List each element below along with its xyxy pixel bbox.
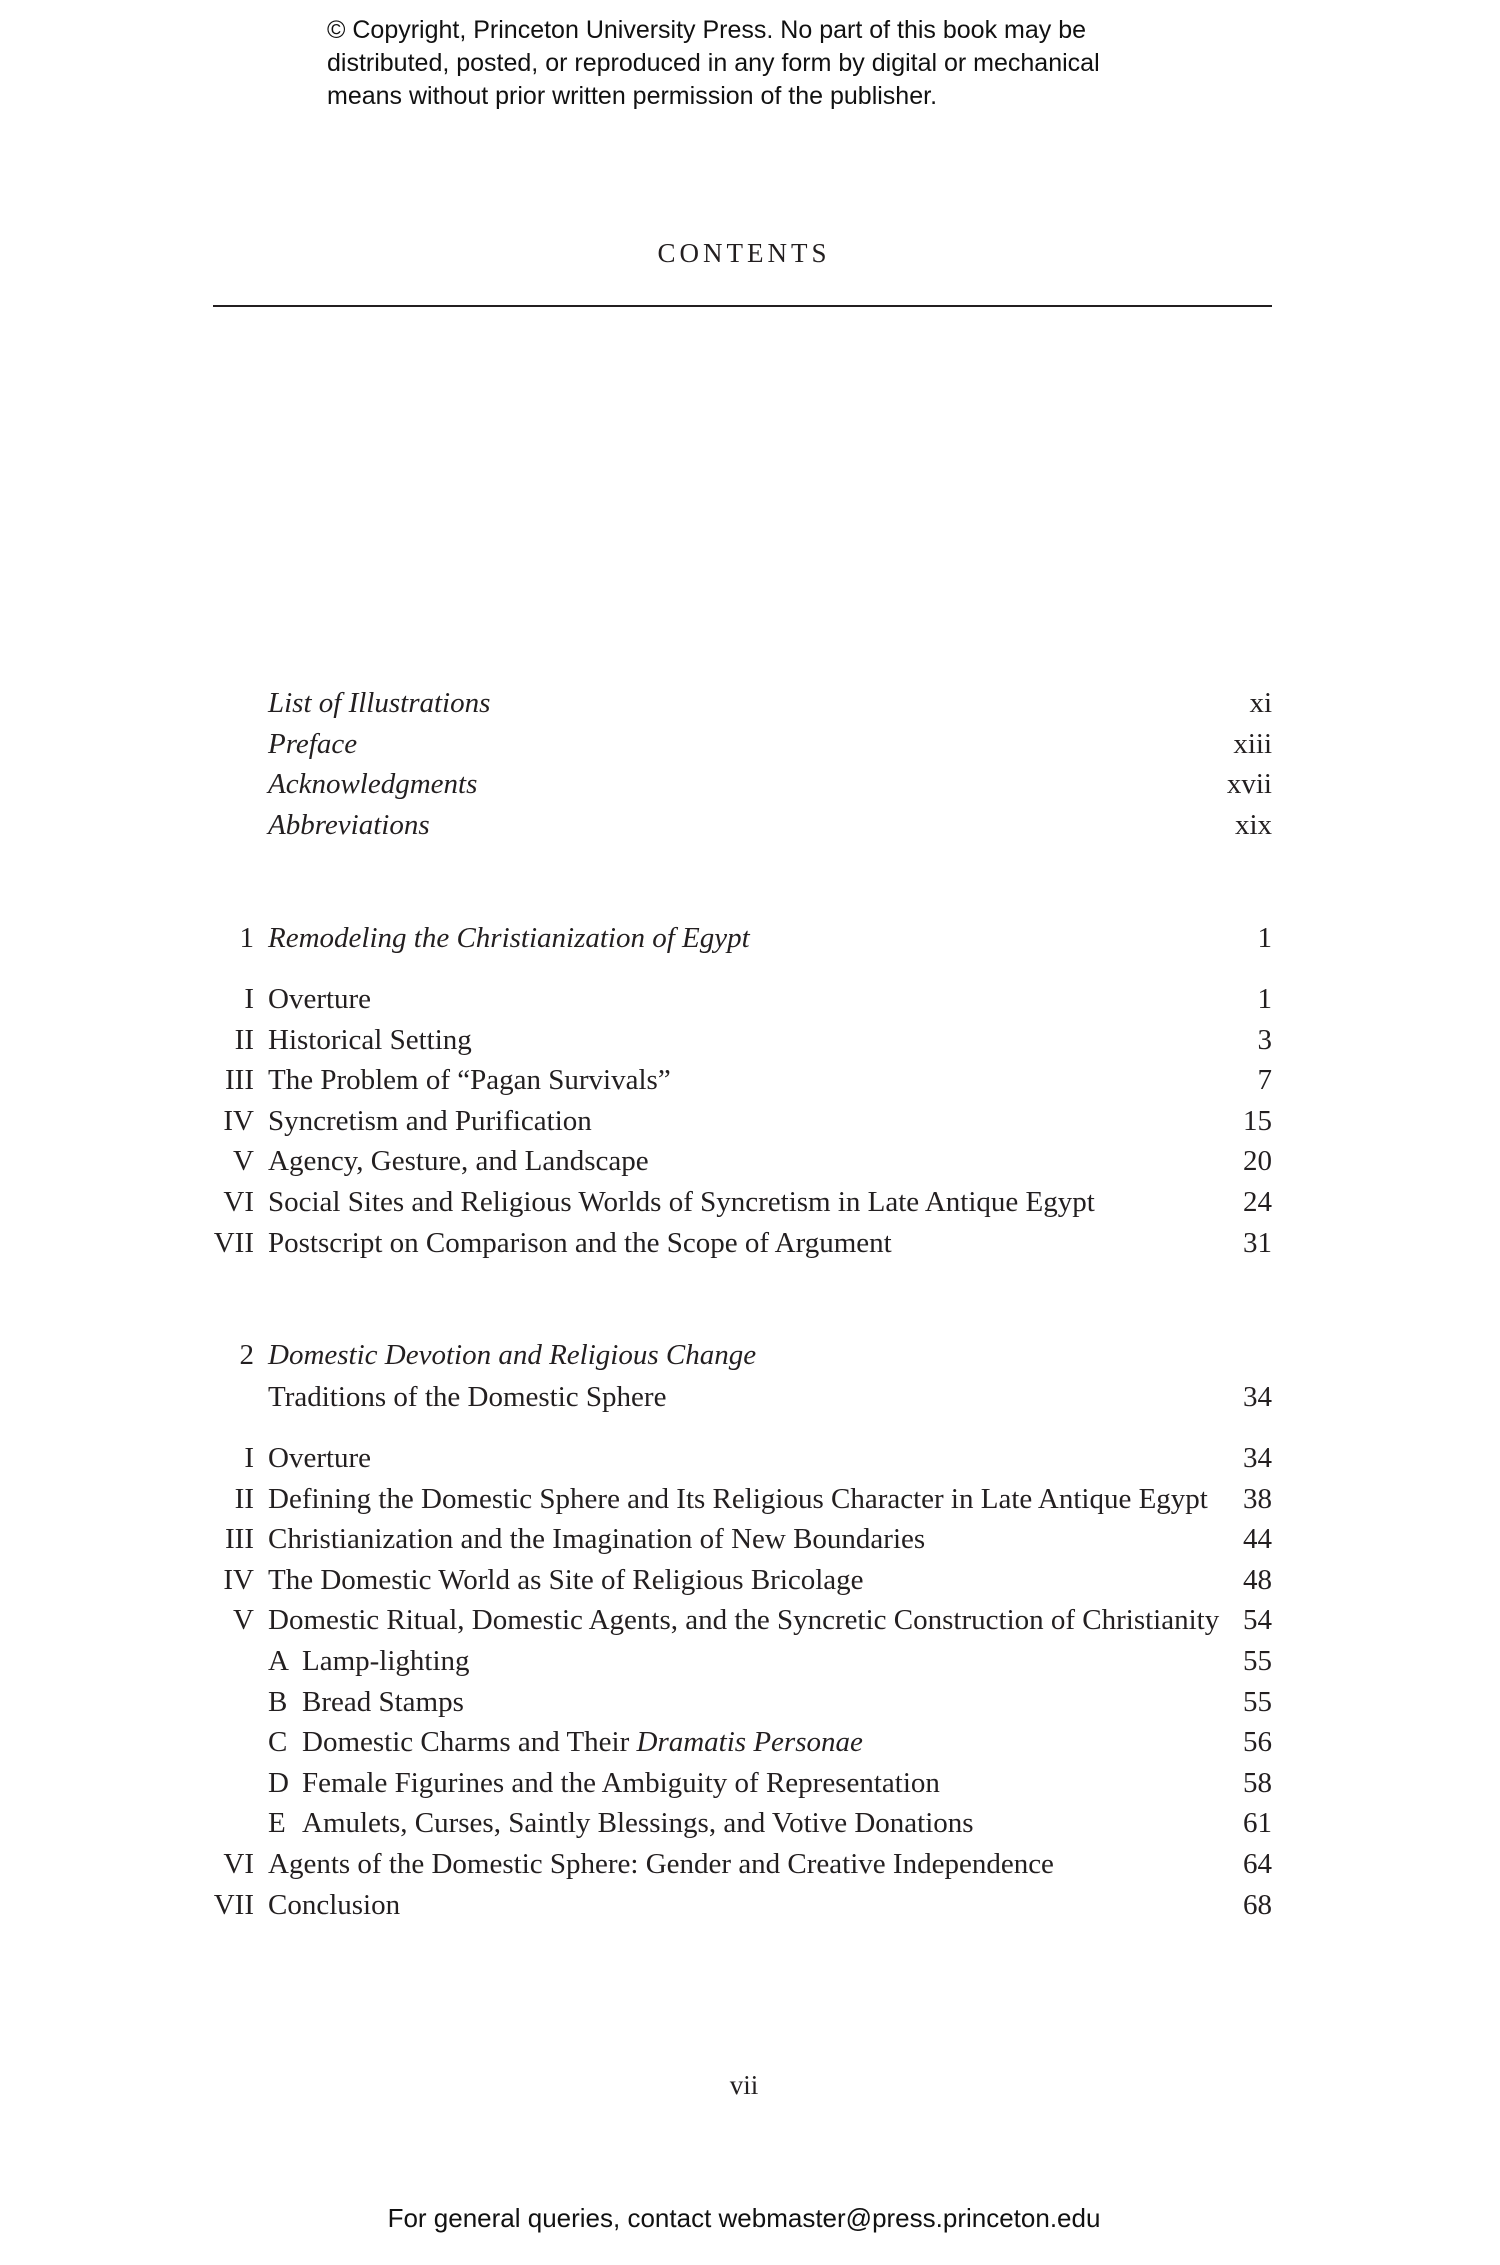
entry-number: D: [268, 1766, 289, 1799]
entry-number: E: [268, 1807, 286, 1840]
subsection-entry[interactable]: [200, 1803, 1272, 1843]
section-entry[interactable]: [200, 1519, 1272, 1559]
subsection-entry[interactable]: [200, 1641, 1272, 1681]
entry-page: 34: [1243, 1442, 1272, 1474]
entry-page: 7: [1257, 1064, 1272, 1097]
entry-number: VII: [213, 1888, 254, 1921]
section-entry[interactable]: [200, 1560, 1272, 1600]
entry-number: A: [268, 1645, 289, 1677]
entry-page: 61: [1243, 1807, 1272, 1840]
entry-title: List of Illustrations: [268, 687, 491, 719]
entry-page: 44: [1243, 1523, 1272, 1556]
copyright-line: © Copyright, Princeton University Press. No part of this book may be: [327, 16, 1087, 44]
entry-page: 64: [1243, 1848, 1272, 1880]
copyright-line: means without prior written permission of the publisher.: [327, 82, 938, 110]
entry-number: III: [225, 1064, 254, 1097]
entry-title: Overture: [268, 1442, 372, 1474]
entry-page: 34: [1243, 1381, 1272, 1413]
section-entry[interactable]: [200, 1600, 1272, 1640]
entry-page: 56: [1243, 1726, 1272, 1759]
entry-title: The Problem of “Pagan Survivals”: [268, 1064, 671, 1097]
entry-title: Preface: [268, 727, 358, 760]
section-entry[interactable]: [200, 1223, 1272, 1263]
entry-page: 58: [1243, 1766, 1272, 1799]
entry-number: V: [233, 1145, 254, 1178]
entry-title: Overture: [268, 983, 372, 1015]
section-entry[interactable]: [200, 1060, 1272, 1100]
entry-title: Traditions of the Domestic Sphere: [268, 1381, 667, 1413]
entry-title: Remodeling the Christianization of Egypt: [268, 922, 750, 954]
entry-number: I: [244, 1442, 254, 1474]
front-matter-entry[interactable]: [200, 683, 1272, 723]
entry-page: 1: [1257, 983, 1272, 1015]
entry-title: The Domestic World as Site of Religious Bricolage: [268, 1563, 864, 1596]
subsection-entry[interactable]: [200, 1682, 1272, 1722]
entry-number: C: [268, 1726, 288, 1759]
entry-number: II: [234, 1023, 254, 1056]
entry-page: 55: [1243, 1685, 1272, 1718]
entry-page: 38: [1243, 1482, 1272, 1515]
entry-title: Domestic Devotion and Religious Change: [268, 1339, 757, 1371]
entry-title: Agents of the Domestic Sphere: Gender and Creative Independence: [268, 1848, 1054, 1880]
section-entry[interactable]: [200, 1020, 1272, 1060]
title-rule: [213, 305, 1272, 307]
entry-title: Syncretism and Purification: [268, 1104, 592, 1137]
entry-title: Conclusion: [268, 1888, 401, 1921]
chapter-entry[interactable]: [200, 1335, 1272, 1375]
front-matter-entry[interactable]: [200, 805, 1272, 845]
section-entry[interactable]: [200, 1479, 1272, 1519]
entry-number: I: [244, 983, 254, 1015]
entry-title: Agency, Gesture, and Landscape: [268, 1145, 649, 1178]
section-entry[interactable]: [200, 1101, 1272, 1141]
entry-title: Historical Setting: [268, 1023, 472, 1056]
page-number: vii: [729, 2070, 759, 2100]
entry-number: VI: [223, 1186, 254, 1218]
entry-title: Postscript on Comparison and the Scope of Argument: [268, 1226, 892, 1259]
entry-title: Social Sites and Religious Worlds of Syncretism in Late Antique Egypt: [268, 1186, 1095, 1218]
entry-number: B: [268, 1685, 288, 1718]
entry-number: III: [225, 1523, 254, 1556]
entry-number: V: [233, 1604, 254, 1637]
entry-number: 2: [239, 1339, 254, 1371]
entry-number: 1: [239, 922, 254, 954]
entry-title-italic: Dramatis Personae: [636, 1726, 863, 1759]
entry-title: Christianization and the Imagination of New Boundaries: [268, 1523, 926, 1556]
section-entry[interactable]: [200, 1141, 1272, 1181]
entry-page: xix: [1234, 808, 1272, 841]
subsection-entry[interactable]: [200, 1722, 1272, 1762]
section-entry[interactable]: [200, 1182, 1272, 1222]
entry-page: 31: [1243, 1226, 1272, 1259]
entry-title: Domestic Charms and Their Dramatis Personae: [302, 1726, 863, 1759]
chapter-subtitle-entry[interactable]: [200, 1377, 1272, 1417]
page-title: CONTENTS: [657, 238, 831, 268]
entry-title: Amulets, Curses, Saintly Blessings, and Votive Donations: [302, 1807, 974, 1840]
entry-page: 24: [1243, 1186, 1272, 1218]
entry-page: xi: [1249, 687, 1272, 719]
entry-page: 55: [1243, 1645, 1272, 1677]
entry-title: Abbreviations: [268, 808, 430, 841]
copyright-notice: [327, 14, 1227, 113]
entry-page: 15: [1243, 1104, 1272, 1137]
footer-contact: For general queries, contact webmaster@press.princeton.edu: [387, 2203, 1101, 2233]
entry-page: 3: [1257, 1023, 1272, 1056]
entry-number: IV: [223, 1563, 254, 1596]
entry-number: VII: [213, 1226, 254, 1259]
entry-page: 48: [1243, 1563, 1272, 1596]
entry-page: xiii: [1233, 727, 1272, 760]
entry-page: 1: [1257, 922, 1272, 954]
section-entry[interactable]: [200, 979, 1272, 1019]
entry-title: Acknowledgments: [268, 768, 478, 801]
entry-page: 68: [1243, 1888, 1272, 1921]
entry-title: Domestic Ritual, Domestic Agents, and the Syncretic Construction of Christianity: [268, 1604, 1220, 1637]
entry-page: 20: [1243, 1145, 1272, 1178]
section-entry[interactable]: [200, 1844, 1272, 1884]
entry-number: II: [234, 1482, 254, 1515]
entry-title: Bread Stamps: [302, 1685, 464, 1718]
entry-title: Female Figurines and the Ambiguity of Representation: [302, 1766, 940, 1799]
section-entry[interactable]: [200, 1438, 1272, 1478]
copyright-line: distributed, posted, or reproduced in any form by digital or mechanical: [327, 49, 1100, 77]
entry-page: 54: [1243, 1604, 1272, 1637]
entry-number: IV: [223, 1104, 254, 1137]
subsection-entry[interactable]: [200, 1763, 1272, 1803]
entry-title: Defining the Domestic Sphere and Its Religious Character in Late Antique Egypt: [268, 1482, 1208, 1515]
chapter-entry[interactable]: [200, 918, 1272, 958]
entry-title: Lamp-lighting: [302, 1645, 470, 1677]
entry-number: VI: [223, 1848, 254, 1880]
front-matter-entry[interactable]: [200, 764, 1272, 804]
entry-page: xvii: [1226, 768, 1272, 801]
front-matter-entry[interactable]: [200, 724, 1272, 764]
section-entry[interactable]: [200, 1885, 1272, 1925]
